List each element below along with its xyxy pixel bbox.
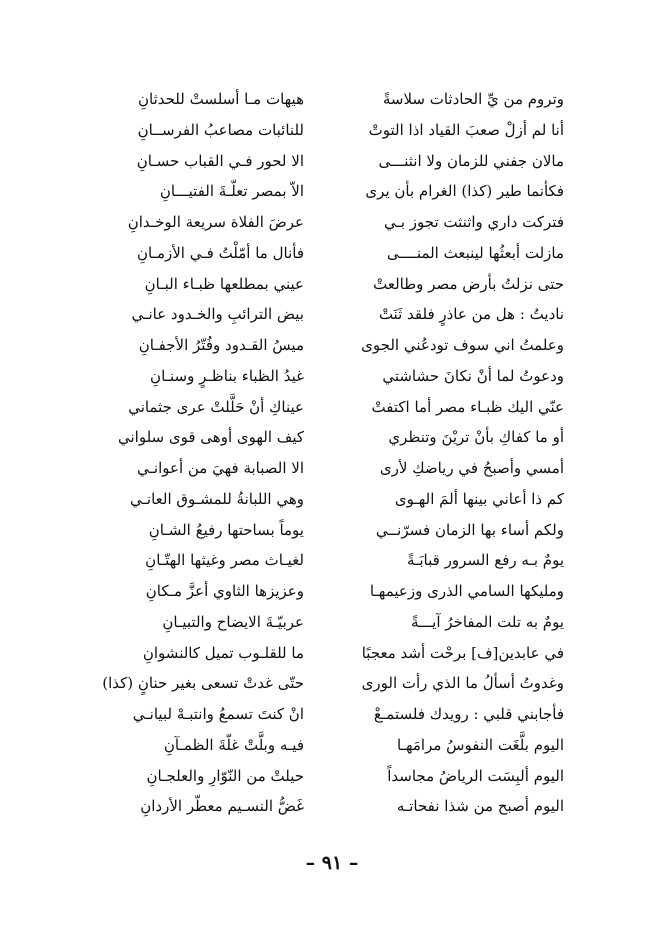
left-verse: الا لحور فـي القباب حسـانِ: [136, 151, 304, 170]
right-verse: في عابدين[ف] برحْت أشد معجبًا: [361, 643, 564, 662]
right-verse: أو ما كفاكِ بأنْ تريْنَ وتنظري: [388, 428, 564, 447]
left-verse: عيني بمطلعها ظبـاء البـانِ: [144, 274, 304, 293]
poem-column-right: [314, 84, 564, 822]
right-verse: فتركت داري واثنثت تجوز بـي: [383, 213, 564, 231]
left-verse: عربيّـةَ الايضاح والتبيـانِ: [162, 612, 304, 631]
right-verse: يومٌ بـه رفع السرور قبابَـةً: [406, 551, 564, 570]
left-verse: الاّ بمصر تعلّـةَ الفتيـــانِ: [159, 182, 304, 201]
left-verse: فأنال ما أمّلْتُ فـي الأزمـانِ: [136, 243, 304, 262]
right-verse: وغدوتُ أسألُ ما الذي رأت الورى: [361, 674, 564, 693]
left-verse: وعزيزها الثاوي أعزَّ مـكانِ: [145, 582, 304, 600]
right-verse: مالان جفني للزمان ولا انثنـــى: [378, 151, 564, 170]
right-verse: وتروم من يِّ الحادثات سلاسةً: [382, 90, 564, 108]
right-verse: اليوم ألبِسَت الرياضُ مجاسداً: [387, 766, 564, 785]
right-verse: أنا لم أزلْ صعبَ القياد اذا التوتْ: [368, 120, 564, 139]
right-verse: وعلمتُ اني سوف تودعُني الجوى: [361, 336, 564, 354]
left-verse: غَضُّ النسـيم معطّر الأردانِ: [140, 797, 304, 816]
right-verse: يومٌ به تلت المفاخرُ آيـــةً: [410, 612, 564, 631]
left-verse: لغيـاث مصر وغيثها الهتّـانِ: [145, 551, 304, 570]
left-verse: بيض الترائبِ والخـدود عانـي: [131, 305, 304, 324]
poem-column-left: [72, 84, 304, 822]
left-verse: حتّى غدتْ تسعى بغير حنانٍ (كذا): [102, 674, 304, 693]
right-verse: مازلت أبعثُها لينبعث المنــــى: [386, 243, 564, 262]
left-verse: انْ كنتَ تسمعُ وانتبـهْ لبيانـي: [132, 705, 304, 723]
left-verse: غيدُ الظباء بناظـرٍ وسنـانِ: [150, 366, 304, 385]
right-verse: حتى نزلتُ بأرض مصر وطالعتْ: [373, 274, 564, 293]
left-verse: عيناكِ أنْ حَلَّلتْ عرى جثماني: [128, 397, 304, 416]
left-verse: عرضَ الفلاة سريعة الوخـدانِ: [127, 213, 304, 231]
left-verse: كيف الهوى أوهى قوى سلواني: [117, 428, 304, 447]
left-verse: حيلتْ من النّوّارِ والعلجـانِ: [146, 766, 304, 785]
right-verse: فأجابني قلبي : رويدك فلستمـعْ: [373, 705, 564, 723]
right-verse: فكأنما طير (كذا) الغرام بأن يرى: [365, 182, 564, 201]
right-verse: عنّي اليك ظبـاء مصر أما اكتفتْ: [371, 397, 564, 416]
right-verse: ودعوتُ لما أنْ نكانَ حشاشتي: [382, 366, 564, 385]
right-verse: أمسي وأصبحُ في رياضكِ لأرى: [379, 459, 564, 477]
right-verse: ومليكها السامي الذرى وزعيمهـا: [369, 582, 564, 600]
right-verse: ناديتُ : هل من عاذرٍ فلقد ثَنَتْ: [378, 305, 564, 324]
right-verse: ولكم أساء بها الزمان فسرّنــي: [375, 520, 564, 539]
left-verse: للنائبات مصاعبُ الفرســانِ: [137, 120, 304, 139]
right-verse: اليوم بلَّغَت النفوسُ مرامَهـا: [396, 735, 564, 754]
left-verse: فيـه وبلَّتْ غلّةَ الظمـآنِ: [163, 735, 304, 754]
left-verse: الا الصبابة فهيَ من أعوانـي: [137, 459, 304, 477]
left-verse: ميسُ القـدود وفُتّرُ الأجفـانِ: [138, 336, 304, 354]
left-verse: يوماً بساحتها رفيعُ الشـانِ: [148, 520, 304, 539]
page-number: – ٩١ –: [305, 852, 359, 874]
left-verse: وهي اللبانةُ للمشـوق العانـي: [130, 489, 304, 508]
right-verse: كم ذا أعاني بينها ألمَ الهـوى: [394, 489, 564, 508]
right-verse: اليوم أصبح من شذا نفحاتـه: [396, 797, 564, 816]
left-verse: ما للقلـوب تميل كالنشوانِ: [142, 643, 304, 662]
left-verse: هيهات مـا أسلستْ للحدثانِ: [137, 90, 304, 108]
